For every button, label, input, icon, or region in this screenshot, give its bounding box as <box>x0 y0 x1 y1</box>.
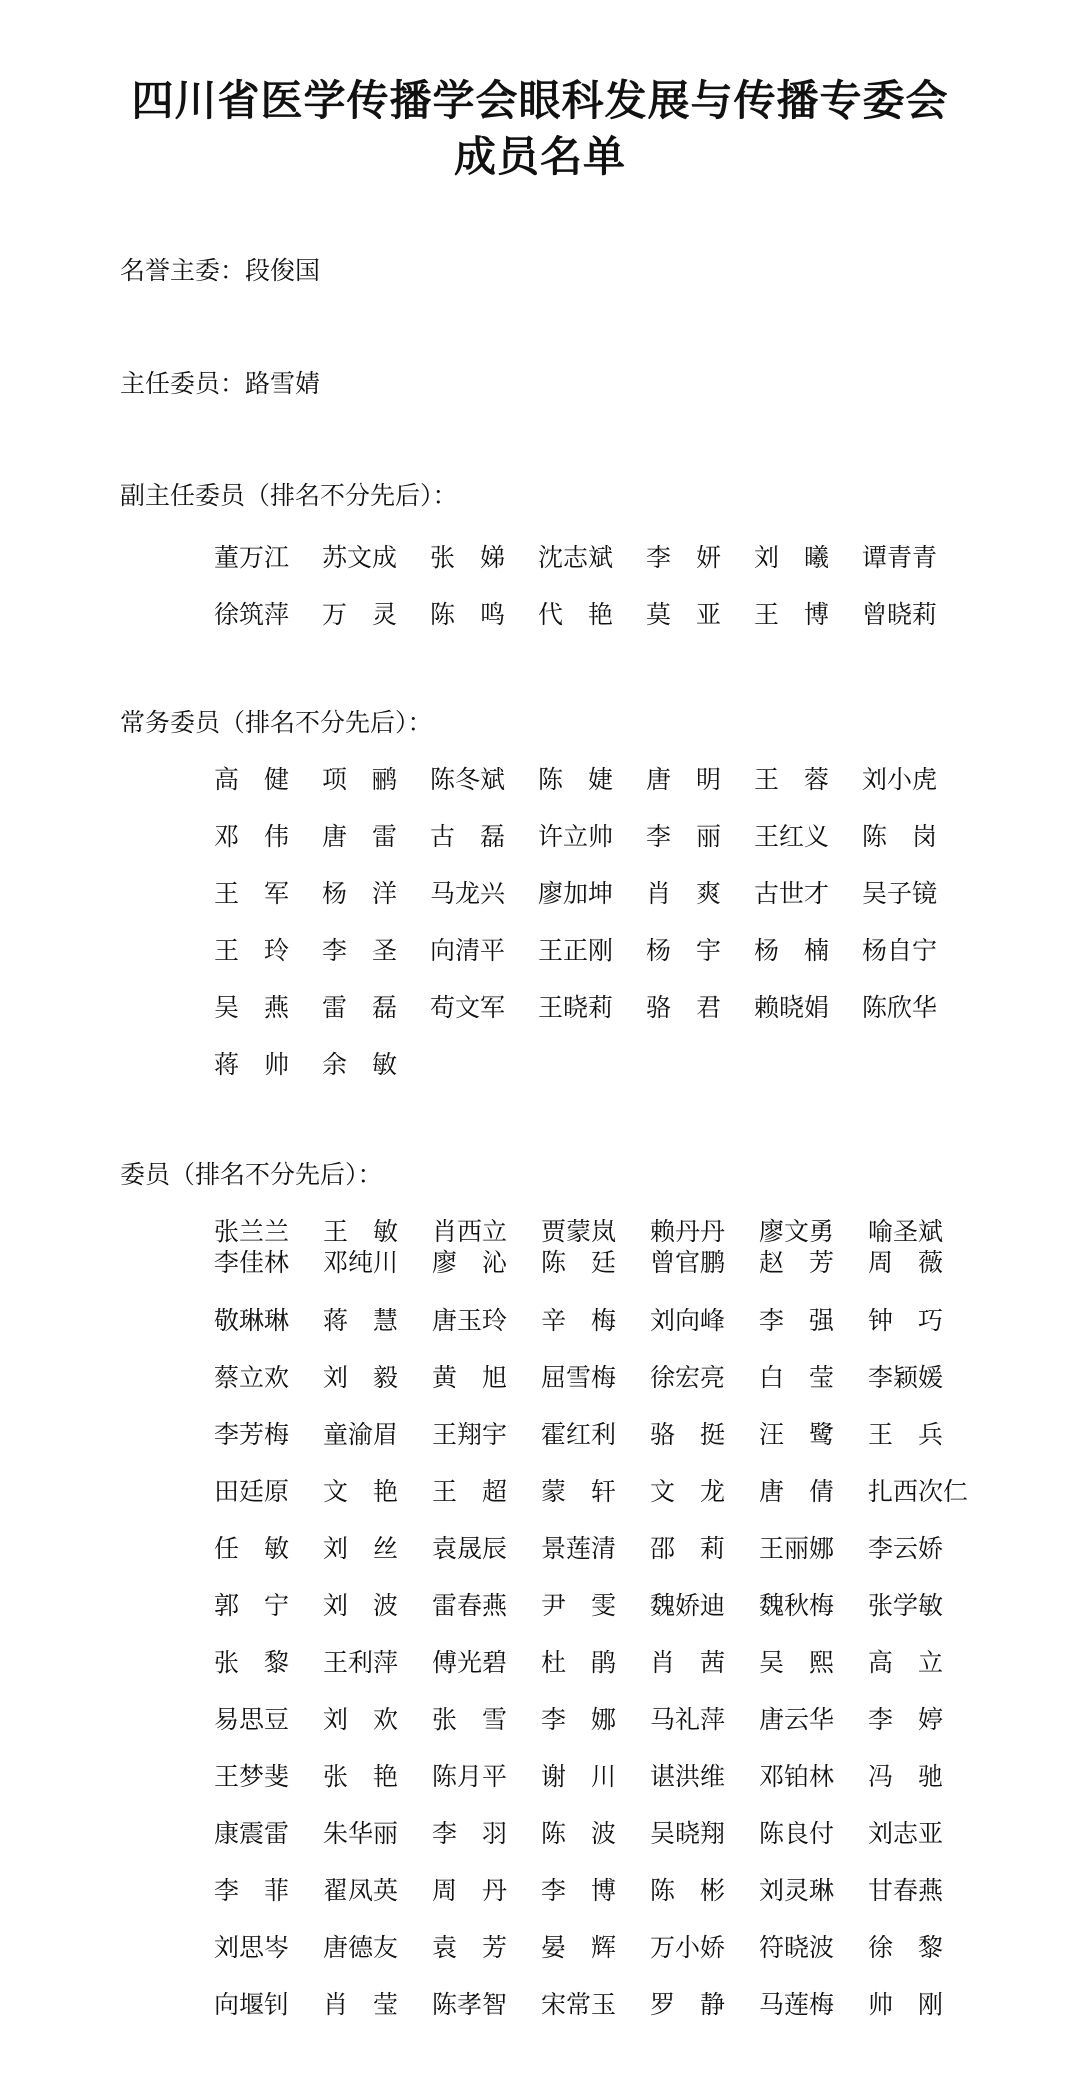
name-entry: 陈 彬 <box>650 1876 725 1905</box>
name-entry: 魏娇迪 <box>650 1591 726 1620</box>
director-line: 主任委员：路雪婧 <box>120 369 321 398</box>
name-entry: 邓纯川 <box>323 1248 399 1277</box>
name-entry: 王 超 <box>432 1477 507 1506</box>
name-entry: 高 立 <box>868 1648 943 1677</box>
name-entry: 文 艳 <box>323 1477 398 1506</box>
name-entry: 童渝眉 <box>323 1420 399 1449</box>
name-entry: 李 婷 <box>868 1705 943 1734</box>
name-entry: 万 灵 <box>322 600 397 629</box>
name-entry: 高 健 <box>214 765 289 794</box>
name-entry: 李 妍 <box>646 543 721 572</box>
name-entry: 帅 刚 <box>868 1990 943 2019</box>
name-entry: 翟凤英 <box>323 1876 399 1905</box>
name-entry: 徐 黎 <box>868 1933 943 1962</box>
name-entry: 杨自宁 <box>862 936 938 965</box>
name-entry: 汪 鹭 <box>759 1420 834 1449</box>
name-entry: 魏秋梅 <box>759 1591 835 1620</box>
name-entry: 张 艳 <box>323 1762 398 1791</box>
name-entry: 陈冬斌 <box>430 765 506 794</box>
name-entry: 杜 鹃 <box>541 1648 616 1677</box>
name-entry: 李 圣 <box>322 936 397 965</box>
name-entry: 陈欣华 <box>862 993 938 1022</box>
name-entry: 马礼萍 <box>650 1705 726 1734</box>
vice-directors-list <box>214 545 937 627</box>
name-entry: 古世才 <box>754 879 830 908</box>
name-entry: 康震雷 <box>214 1819 290 1848</box>
name-entry: 邓铂林 <box>759 1762 835 1791</box>
name-entry: 王 军 <box>214 879 289 908</box>
name-entry: 贾蒙岚 <box>541 1217 617 1246</box>
name-entry: 陈 波 <box>541 1819 616 1848</box>
name-entry: 陈 婕 <box>538 765 613 794</box>
name-entry: 王正刚 <box>538 936 614 965</box>
name-entry: 刘向峰 <box>650 1306 726 1335</box>
name-entry: 蒙 轩 <box>541 1477 616 1506</box>
honorary-chair-line: 名誉主委：段俊国 <box>120 256 321 285</box>
name-entry: 谭青青 <box>862 543 938 572</box>
name-entry: 郭 宁 <box>214 1591 289 1620</box>
vice-directors-heading: 副主任委员（排名不分先后）： <box>120 481 458 510</box>
name-entry: 陈 岗 <box>862 822 937 851</box>
name-entry: 王晓莉 <box>538 993 614 1022</box>
name-entry: 廖文勇 <box>759 1217 835 1246</box>
name-entry: 喻圣斌 <box>868 1217 944 1246</box>
name-entry: 刘灵琳 <box>759 1876 835 1905</box>
name-entry: 王红义 <box>754 822 830 851</box>
name-entry: 朱华丽 <box>323 1819 399 1848</box>
name-entry: 符晓波 <box>759 1933 835 1962</box>
name-entry: 傅光碧 <box>432 1648 508 1677</box>
name-entry: 肖 茜 <box>650 1648 725 1677</box>
name-entry: 李芳梅 <box>214 1420 290 1449</box>
name-entry: 王 敏 <box>323 1217 398 1246</box>
name-entry: 曾晓莉 <box>862 600 938 629</box>
name-entry: 屈雪梅 <box>541 1363 617 1392</box>
name-entry: 谢 川 <box>541 1762 616 1791</box>
name-entry: 王 博 <box>754 600 829 629</box>
name-entry: 万小娇 <box>650 1933 726 1962</box>
name-entry: 辛 梅 <box>541 1306 616 1335</box>
name-entry: 张 娣 <box>430 543 505 572</box>
members-heading: 委员（排名不分先后）： <box>120 1160 383 1189</box>
name-entry: 唐玉玲 <box>432 1306 508 1335</box>
name-entry: 古 磊 <box>430 822 505 851</box>
name-entry: 吴 燕 <box>214 993 289 1022</box>
name-entry: 王 玲 <box>214 936 289 965</box>
name-entry: 袁 芳 <box>432 1933 507 1962</box>
name-entry: 袁晟辰 <box>432 1534 508 1563</box>
name-entry: 陈 鸣 <box>430 600 505 629</box>
name-entry: 蔡立欢 <box>214 1363 290 1392</box>
name-entry: 向清平 <box>430 936 506 965</box>
name-entry: 李 菲 <box>214 1876 289 1905</box>
name-entry: 刘 毅 <box>323 1363 398 1392</box>
name-entry: 蒋 帅 <box>214 1050 289 1079</box>
name-entry: 刘 波 <box>323 1591 398 1620</box>
name-entry: 黄 旭 <box>432 1363 507 1392</box>
name-entry: 陈 廷 <box>541 1248 616 1277</box>
name-entry: 吴晓翔 <box>650 1819 726 1848</box>
standing-members-heading: 常务委员（排名不分先后）： <box>120 708 433 737</box>
name-entry: 徐宏亮 <box>650 1363 726 1392</box>
name-entry: 罗 静 <box>650 1990 725 2019</box>
name-entry: 白 莹 <box>759 1363 834 1392</box>
name-entry: 刘小虎 <box>862 765 938 794</box>
name-entry: 霍红利 <box>541 1420 617 1449</box>
name-entry: 冯 驰 <box>868 1762 943 1791</box>
name-entry: 张 黎 <box>214 1648 289 1677</box>
name-entry: 陈孝智 <box>432 1990 508 2019</box>
name-entry: 雷 磊 <box>322 993 397 1022</box>
document-subtitle: 成员名单 <box>453 132 626 181</box>
name-entry: 唐德友 <box>323 1933 399 1962</box>
name-entry: 邓 伟 <box>214 822 289 851</box>
name-entry: 吴子镜 <box>862 879 938 908</box>
name-entry: 钟 巧 <box>868 1306 943 1335</box>
name-entry: 王 兵 <box>868 1420 943 1449</box>
name-entry: 肖 爽 <box>646 879 721 908</box>
name-entry: 赖丹丹 <box>650 1217 726 1246</box>
name-entry: 李 娜 <box>541 1705 616 1734</box>
name-entry: 杨 楠 <box>754 936 829 965</box>
name-entry: 易思豆 <box>214 1705 290 1734</box>
name-entry: 蒋 慧 <box>323 1306 398 1335</box>
name-entry: 李颖媛 <box>868 1363 944 1392</box>
name-entry: 廖 沁 <box>432 1248 507 1277</box>
name-entry: 肖 莹 <box>323 1990 398 2019</box>
name-entry: 代 艳 <box>538 600 613 629</box>
name-entry: 赖晓娟 <box>754 993 830 1022</box>
name-entry: 马莲梅 <box>759 1990 835 2019</box>
name-entry: 刘 欢 <box>323 1705 398 1734</box>
name-entry: 田廷原 <box>214 1477 290 1506</box>
name-entry: 刘思岑 <box>214 1933 290 1962</box>
name-entry: 曾官鹏 <box>650 1248 726 1277</box>
name-entry: 沈志斌 <box>538 543 614 572</box>
name-entry: 张 雪 <box>432 1705 507 1734</box>
name-entry: 陈月平 <box>432 1762 508 1791</box>
name-entry: 李佳林 <box>214 1248 290 1277</box>
name-entry: 王翔宇 <box>432 1420 508 1449</box>
members-list <box>214 1217 969 2019</box>
name-entry: 肖西立 <box>432 1217 508 1246</box>
name-entry: 杨 洋 <box>322 879 397 908</box>
name-entry: 张学敏 <box>868 1591 944 1620</box>
name-entry: 敬琳琳 <box>214 1306 290 1335</box>
name-entry: 唐 明 <box>646 765 721 794</box>
name-entry: 骆 挺 <box>650 1420 725 1449</box>
name-entry: 吴 熙 <box>759 1648 834 1677</box>
name-entry: 刘志亚 <box>868 1819 944 1848</box>
name-entry: 谌洪维 <box>650 1762 726 1791</box>
name-entry: 李云娇 <box>868 1534 944 1563</box>
name-entry: 李 博 <box>541 1876 616 1905</box>
name-entry: 廖加坤 <box>538 879 614 908</box>
name-entry: 王利萍 <box>323 1648 399 1677</box>
name-entry: 王梦斐 <box>214 1762 290 1791</box>
name-entry: 刘 曦 <box>754 543 829 572</box>
name-entry: 苟文军 <box>430 993 506 1022</box>
name-entry: 骆 君 <box>646 993 721 1022</box>
name-entry: 马龙兴 <box>430 879 506 908</box>
name-entry: 邵 莉 <box>650 1534 725 1563</box>
name-entry: 赵 芳 <box>759 1248 834 1277</box>
name-entry: 扎西次仁 <box>868 1477 969 1506</box>
name-entry: 晏 辉 <box>541 1933 616 1962</box>
document-title: 四川省医学传播学会眼科发展与传播专委会 <box>131 76 949 125</box>
name-entry: 王丽娜 <box>759 1534 835 1563</box>
name-entry: 周 丹 <box>432 1876 507 1905</box>
name-entry: 甘春燕 <box>868 1876 944 1905</box>
name-entry: 景莲清 <box>541 1534 617 1563</box>
name-entry: 宋常玉 <box>541 1990 617 2019</box>
name-entry: 项 鹂 <box>322 765 397 794</box>
name-entry: 徐筑萍 <box>214 600 290 629</box>
standing-members-list <box>214 767 937 1077</box>
name-entry: 周 薇 <box>868 1248 943 1277</box>
name-entry: 唐 倩 <box>759 1477 834 1506</box>
name-entry: 李 丽 <box>646 822 721 851</box>
name-entry: 陈良付 <box>759 1819 835 1848</box>
name-entry: 董万江 <box>214 543 290 572</box>
name-entry: 文 龙 <box>650 1477 725 1506</box>
name-entry: 李 强 <box>759 1306 834 1335</box>
name-entry: 唐 雷 <box>322 822 397 851</box>
name-entry: 许立帅 <box>538 822 614 851</box>
name-entry: 张兰兰 <box>214 1217 290 1246</box>
name-entry: 李 羽 <box>432 1819 507 1848</box>
name-entry: 莫 亚 <box>646 600 721 629</box>
name-entry: 余 敏 <box>322 1050 397 1079</box>
name-entry: 苏文成 <box>322 543 398 572</box>
name-entry: 雷春燕 <box>432 1591 508 1620</box>
name-entry: 王 蓉 <box>754 765 829 794</box>
name-entry: 向堰钊 <box>214 1990 290 2019</box>
name-entry: 任 敏 <box>214 1534 289 1563</box>
name-entry: 杨 宇 <box>646 936 721 965</box>
name-entry: 刘 丝 <box>323 1534 398 1563</box>
name-entry: 尹 雯 <box>541 1591 616 1620</box>
name-entry: 唐云华 <box>759 1705 835 1734</box>
